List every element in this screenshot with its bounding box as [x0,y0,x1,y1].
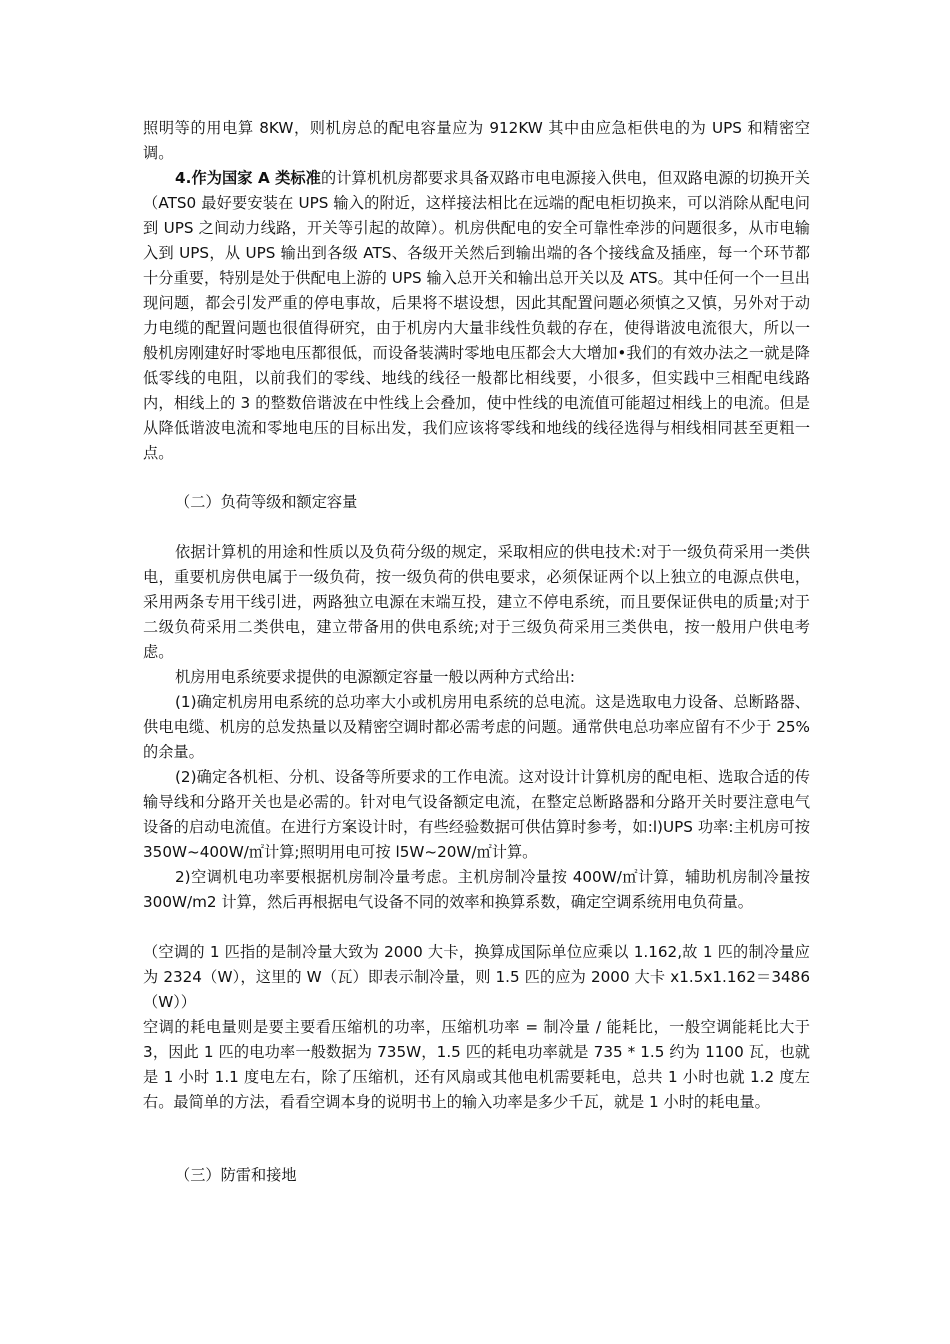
item-number: 4. [175,169,192,187]
paragraph-power-capacity: 照明等的用电算 8KW，则机房总的配电容量应为 912KW 其中由应急柜供电的为 UPS 和精密空调。 [143,119,810,162]
paragraph-load-classification: 依据计算机的用途和性质以及负荷分级的规定，采取相应的供电技术:对于一级负荷采用一类供电，重要机房供电属于一级负荷，按一级负荷的供电要求，必须保证两个以上独立的电源点供电，采用两条专用干线引进，两路独立电源在末端互投，建立不停电系统，而且要保证供电的质量;对于二级负荷采用二类供电，建立带备用的供电系统;对于三级负荷采用三类供电，按一般用户供电考虑。 [143,543,810,661]
section-heading-load-levels: （二）负荷等级和额定容量 [175,493,358,511]
paragraph-power-consumption: 空调的耗电量则是要主要看压缩机的功率，压缩机功率 = 制冷量 / 能耗比，一般空调能耗比大于 3，因此 1 匹的电功率一般数据为 735W，1.5 匹的耗电功率就是 735 * 1.5 约为 1100 瓦，也就是 1 小时 1.1 度电左右，除了压缩机，还有风扇或其他电机需要耗电，总共 1 小时也就 1.2 度左右。最简单的方法，看看空调本身的说明书上的输入功率是多少千瓦，就是 1 小时的耗电量。 [143,1018,810,1111]
paragraph-body: 的计算机机房都要求具备双路市电电源接入供电，但双路电源的切换开关（ATS0 最好要安装在 UPS 输入的附近，这样接法相比在远端的配电柜切换来，可以消除从配电问到 UPS 之间动力线路，开关等引起的故障）。机房供配电的安全可靠性牵涉的问题很多，从市电输入到 UPS，从 UPS 输出到各级 ATS、各级开关然后到输出端的各个接线盒及插座，每一个环节都十分重要，特别是处于供配电上游的 UPS 输入总开关和输出总开关以及 ATS。其中任何一个一旦出现问题，都会引发严重的停电事故，后果将不堪设想，因此其配置问题必须慎之又慎，另外对于动力电缆的配置问题也很值得研究，由于机房内大量非线性负载的存在，使得谐波电流很大，所以一般机房刚建好时零地电压都很低，而设备装满时零地电压都会大大增加•我们的有效办法之一就是降低零线的电阻，以前我们的零线、地线的线径一般都比相线要，小很多，但实践中三相配电线路内，相线上的 3 的整数倍谐波在中性线上会叠加，使中性线的电流值可能超过相线上的电流。但是从降低谐波电流和零地电压的目标出发，我们应该将零线和地线的线径选得与相线相同甚至更粗一点。 [143,169,810,462]
paragraph-dual-power-ats [143,166,810,466]
paragraph-total-power: (1)确定机房用电系统的总功率大小或机房用电系统的总电流。这是选取电力设备、总断路器、供电电缆、机房的总发热量以及精密空调时都必需考虑的问题。通常供电总功率应留有不少于 25%的余量。 [143,693,810,761]
paragraph-cooling-capacity-note: （空调的 1 匹指的是制冷量大致为 2000 大卡，换算成国际单位应乘以 1.162,故 1 匹的制冷量应为 2324（W），这里的 W（瓦）即表示制冷量，则 1.5 匹的应为 2000 大卡 x1.5x1.162＝3486（W）） [143,943,810,1011]
section-heading-lightning-grounding: （三）防雷和接地 [175,1166,297,1184]
paragraph-rated-capacity-intro: 机房用电系统要求提供的电源额定容量一般以两种方式给出: [175,668,575,686]
paragraph-working-current: (2)确定各机柜、分机、设备等所要求的工作电流。这对设计计算机房的配电柜、选取合适的传输导线和分路开关也是必需的。针对电气设备额定电流，在整定总断路器和分路开关时要注意电气设备的启动电流值。在进行方案设计时，有些经验数据可供估算时参考，如:l)UPS 功率:主机房可按 350W~400W/㎡计算;照明用电可按 l5W~20W/㎡计算。 [143,768,810,861]
bold-phrase: 作为国家 A 类标准 [191,169,321,187]
paragraph-air-conditioning-power: 2)空调机电功率要根据机房制冷量考虑。主机房制冷量按 400W/㎡计算，辅助机房制冷量按 300W/m2 计算，然后再根据电气设备不同的效率和换算系数，确定空调系统用电负荷量。 [143,868,810,911]
